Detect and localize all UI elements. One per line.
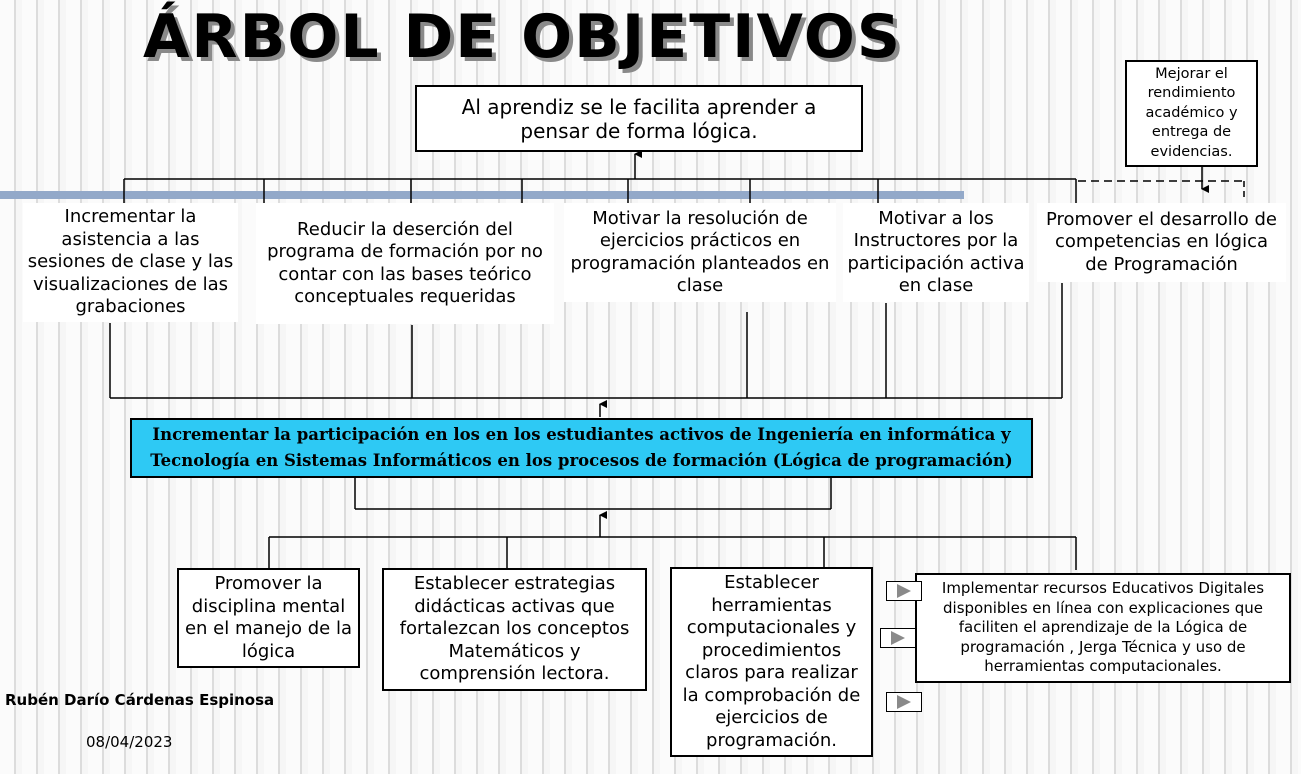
page-title: ÁRBOL DE OBJETIVOS [143, 2, 903, 72]
play-triangle-icon [886, 692, 922, 712]
side-note-box: Mejorar el rendimiento académico y entrega de evidencias. [1125, 60, 1258, 167]
efecto-box-3: Motivar la resolución de ejercicios prácticos en programación planteados en clase [564, 203, 836, 302]
date-label: 08/04/2023 [86, 733, 173, 751]
medio-box-3: Establecer herramientas computacionales y procedimientos claros para realizar la comprobación de ejercicios de programación. [670, 567, 873, 757]
medio-box-2: Establecer estrategias didácticas activas que fortalezcan los conceptos Matemáticos y comprensión lectora. [382, 568, 647, 691]
play-triangle-icon [880, 628, 916, 648]
fin-box: Al aprendiz se le facilita aprender a pensar de forma lógica. [415, 85, 863, 152]
efecto-box-1: Incrementar la asistencia a las sesiones de clase y las visualizaciones de las grabaciones [23, 203, 238, 322]
objetivo-central-box: Incrementar la participación en los en los estudiantes activos de Ingeniería en informática y Tecnología en Sistemas Informáticos en los procesos de formación (Lógica de programación) [130, 418, 1033, 478]
efecto-box-4: Motivar a los Instructores por la participación activa en clase [843, 203, 1029, 302]
accent-bar [0, 191, 964, 199]
medio-box-4: Implementar recursos Educativos Digitales disponibles en línea con explicaciones que faciliten el aprendizaje de la Lógica de programación , Jerga Técnica y uso de herramientas computacionales. [915, 573, 1291, 683]
play-triangle-icon [886, 581, 922, 601]
efecto-box-2: Reducir la deserción del programa de formación por no contar con las bases teórico conceptuales requeridas [256, 203, 554, 324]
efecto-box-5: Promover el desarrollo de competencias en lógica de Programación [1037, 203, 1286, 282]
author-name: Rubén Darío Cárdenas Espinosa [5, 691, 275, 709]
medio-box-1: Promover la disciplina mental en el manejo de la lógica [177, 568, 360, 668]
